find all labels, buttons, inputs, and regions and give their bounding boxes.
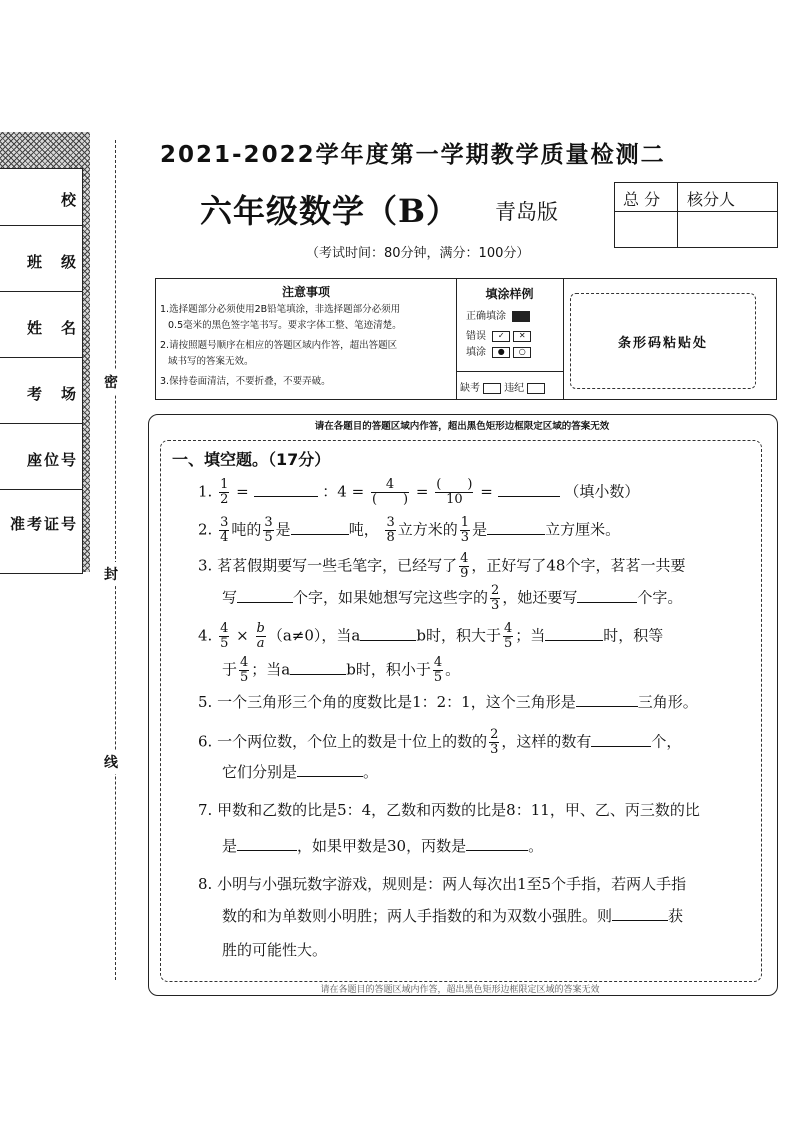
fraction	[263, 516, 273, 545]
text: b时，积大于	[416, 626, 501, 645]
paper-title: 六年级数学（B）	[200, 192, 460, 230]
admission-number-label: 准考证号	[9, 515, 78, 533]
text: ；当	[515, 626, 546, 645]
text: 它们分别是	[222, 763, 298, 781]
text: 获	[668, 907, 684, 925]
notice-item: 1.选择题部分必须使用2B铅笔填涂，非选择题部分必须用	[160, 304, 401, 315]
correct-fill-mark	[512, 311, 530, 322]
answer-blank[interactable]	[297, 762, 363, 777]
notice-panel	[155, 278, 777, 400]
numerator: 1	[220, 477, 229, 492]
fraction	[371, 478, 409, 507]
barcode-area: 条形码粘贴处	[570, 293, 756, 389]
dot-mark-icon: ●	[492, 347, 510, 358]
question-number: 8.	[198, 875, 213, 893]
answer-blank[interactable]	[487, 520, 545, 535]
correct-fill-row	[466, 307, 530, 322]
numerator: 4	[371, 478, 409, 493]
info-divider	[0, 423, 82, 424]
info-divider	[0, 291, 82, 292]
numerator: 3	[220, 515, 229, 530]
text: 个字，如果她想写完这些字的	[293, 588, 489, 607]
fraction	[459, 552, 469, 581]
class-label: 班 级	[26, 253, 78, 271]
info-divider	[0, 225, 82, 226]
exam-room-label: 考 场	[26, 385, 78, 403]
question-8	[198, 874, 686, 894]
numerator[interactable]: ( )	[436, 477, 473, 492]
score-table-divider	[677, 183, 678, 247]
denominator[interactable]: ( )	[371, 492, 409, 507]
numerator: 2	[490, 727, 499, 742]
question-1	[198, 478, 639, 507]
question-7-line-2	[222, 836, 543, 856]
denominator: 10	[446, 492, 463, 507]
text: 一个三角形三个角的度数比是1：2：1，这个三角形是	[217, 693, 576, 711]
text: b时，积小于	[346, 660, 431, 679]
answer-blank[interactable]	[237, 836, 297, 851]
check-mark-icon: ✓	[492, 331, 510, 342]
numerator: 3	[386, 515, 395, 530]
denominator: 5	[433, 670, 443, 685]
text: （填小数）	[564, 482, 640, 501]
numerator: 2	[491, 583, 500, 598]
question-4	[198, 622, 663, 651]
text: 时，积等	[603, 626, 664, 645]
notice-item: 3.保持卷面清洁，不要折叠，不要弄破。	[160, 376, 331, 387]
notice-instructions	[156, 279, 457, 399]
text: 一个两位数，个位上的数是十位上的数的	[217, 732, 488, 751]
edition-label: 青岛版	[495, 200, 558, 224]
seal-char-feng: 封	[104, 562, 118, 586]
text: 是	[222, 837, 238, 855]
fraction	[385, 516, 395, 545]
fraction	[460, 516, 470, 545]
question-5	[198, 692, 698, 712]
question-8-line-2	[222, 906, 683, 926]
text: =	[236, 482, 249, 501]
question-number: 1.	[198, 482, 213, 501]
numerator: 4	[460, 551, 469, 566]
school-label: 校	[60, 191, 78, 209]
wrong-fill-row	[466, 327, 531, 342]
answer-blank[interactable]	[576, 692, 638, 707]
absent-row	[460, 379, 545, 394]
fraction	[489, 728, 499, 757]
answer-blank[interactable]	[254, 482, 318, 497]
absent-label: 缺考	[460, 383, 480, 394]
denominator: 8	[386, 530, 395, 545]
text: 。	[363, 763, 379, 781]
text: 茗茗假期要写一些毛笔字，已经写了	[217, 556, 458, 575]
question-6	[198, 728, 681, 757]
denominator: 5	[503, 636, 513, 651]
text: 甲数和乙数的比是5：4，乙数和丙数的比是8：11，甲、乙、丙三数的比	[217, 801, 700, 819]
answer-blank[interactable]	[466, 836, 528, 851]
question-3-line-2	[222, 584, 682, 613]
denominator: 9	[460, 566, 469, 581]
text: ，这样的数有	[501, 732, 592, 751]
notice-item: 0.5毫米的黑色签字笔书写。要求字体工整、笔迹清楚。	[168, 320, 402, 331]
answer-blank[interactable]	[360, 626, 416, 641]
numerator: 4	[220, 621, 229, 636]
text: 立方米的	[397, 520, 458, 539]
text: 数的和为单数则小明胜；两人手指数的和为双数小强胜。则	[222, 907, 613, 925]
wrong-fill-row-2	[466, 343, 531, 358]
fill-sample	[456, 279, 564, 399]
denominator: 5	[220, 636, 229, 651]
denominator: 3	[490, 742, 499, 757]
info-divider	[0, 357, 82, 358]
text: ，她还要写	[502, 588, 578, 607]
fraction	[219, 516, 229, 545]
text: =	[415, 482, 429, 501]
text: （a≠0），当a	[267, 626, 361, 645]
numerator: 4	[240, 655, 249, 670]
text: 胜的可能性大。	[222, 941, 328, 959]
text: =	[480, 482, 493, 501]
fraction	[239, 656, 249, 685]
numerator: 1	[460, 515, 470, 530]
sample-title: 填涂样例	[485, 287, 534, 301]
text: 写	[222, 588, 238, 607]
fraction	[219, 478, 229, 507]
violation-checkbox[interactable]	[527, 383, 545, 394]
answer-blank[interactable]	[498, 482, 560, 497]
denominator: a	[256, 636, 265, 651]
fraction	[435, 478, 473, 507]
correct-fill-label: 正确填涂	[466, 311, 506, 322]
fraction	[219, 622, 229, 651]
notice-item: 域书写的答案无效。	[168, 356, 254, 367]
fraction	[433, 656, 443, 685]
text: 于	[222, 660, 238, 679]
section-title: 一、填空题。（17分）	[172, 450, 331, 469]
text: ：4 =	[322, 482, 365, 501]
text: 。	[528, 837, 544, 855]
notice-item: 2.请按照题号顺序在相应的答题区域内作答，超出答题区	[160, 340, 398, 351]
student-info-box	[0, 168, 83, 574]
answer-blank[interactable]	[612, 906, 668, 921]
notice-title: 注意事项	[281, 285, 330, 299]
numerator: 4	[433, 655, 443, 670]
text: 是	[472, 520, 488, 539]
question-3	[198, 552, 685, 581]
answer-blank[interactable]	[577, 588, 637, 603]
text: ，正好写了48个字，茗茗一共要	[471, 556, 686, 575]
total-score-label: 总 分	[623, 190, 661, 209]
seal-line	[115, 140, 116, 980]
text: 个字。	[637, 588, 683, 607]
numerator: b	[256, 621, 265, 636]
score-checker-label: 核分人	[687, 190, 736, 209]
question-number: 4.	[198, 626, 213, 645]
wrong-label: 错误	[466, 331, 486, 342]
text: 是	[275, 520, 291, 539]
answer-blank[interactable]	[291, 520, 349, 535]
seal-char-mi: 密	[104, 370, 118, 394]
question-8-line-3	[222, 940, 327, 960]
fraction	[490, 584, 500, 613]
bottom-answer-note: 请在各题目的答题区域内作答，超出黑色矩形边框限定区域的答案无效	[320, 985, 600, 995]
fraction	[503, 622, 513, 651]
denominator: 5	[240, 670, 249, 685]
violation-label: 违纪	[504, 383, 525, 394]
answer-blank[interactable]	[545, 626, 603, 641]
question-6-line-2	[222, 762, 378, 782]
answer-blank[interactable]	[290, 660, 346, 675]
text: 三角形。	[637, 693, 698, 711]
denominator: 3	[491, 598, 500, 613]
absent-checkbox[interactable]	[483, 383, 501, 394]
question-number: 2.	[198, 520, 213, 539]
question-number: 6.	[198, 732, 213, 751]
denominator: 4	[220, 530, 229, 545]
numerator: 3	[264, 515, 273, 530]
answer-blank[interactable]	[237, 588, 293, 603]
seal-char-xian: 线	[104, 750, 118, 774]
answer-blank[interactable]	[591, 732, 651, 747]
cross-mark-icon: ✕	[513, 331, 531, 342]
denominator: 3	[460, 530, 470, 545]
exam-info: （考试时间：80分钟，满分：100分）	[306, 246, 530, 261]
text: 吨的	[231, 520, 262, 539]
denominator: 5	[264, 530, 273, 545]
circle-mark-icon: ○	[513, 347, 531, 358]
sample-divider	[456, 371, 563, 372]
info-divider	[0, 489, 82, 490]
fraction	[256, 622, 266, 651]
question-7	[198, 800, 700, 820]
exam-series-title: 2021-2022学年度第一学期教学质量检测二	[160, 142, 666, 168]
question-number: 3.	[198, 556, 213, 575]
text: 小明与小强玩数字游戏，规则是：两人每次出1至5个手指，若两人手指	[217, 875, 687, 893]
score-table-divider	[615, 211, 777, 212]
answer-area-note: 请在各题目的答题区域内作答，超出黑色矩形边框限定区域的答案无效	[314, 421, 610, 432]
text: 。	[445, 660, 461, 679]
score-table	[614, 182, 778, 248]
question-number: 5.	[198, 693, 213, 711]
text: 个，	[651, 732, 682, 751]
text: ×	[236, 626, 249, 645]
question-2	[198, 516, 620, 545]
question-4-line-2	[222, 656, 460, 685]
text: 立方厘米。	[545, 520, 621, 539]
fill-label: 填涂	[466, 347, 486, 358]
text: ；当a	[251, 660, 291, 679]
text: 吨，	[348, 520, 379, 539]
denominator: 2	[220, 492, 229, 507]
question-number: 7.	[198, 801, 213, 819]
seat-number-label: 座位号	[26, 451, 78, 469]
name-label: 姓 名	[26, 319, 78, 337]
text: ，如果甲数是30，丙数是	[297, 837, 467, 855]
numerator: 4	[503, 621, 513, 636]
